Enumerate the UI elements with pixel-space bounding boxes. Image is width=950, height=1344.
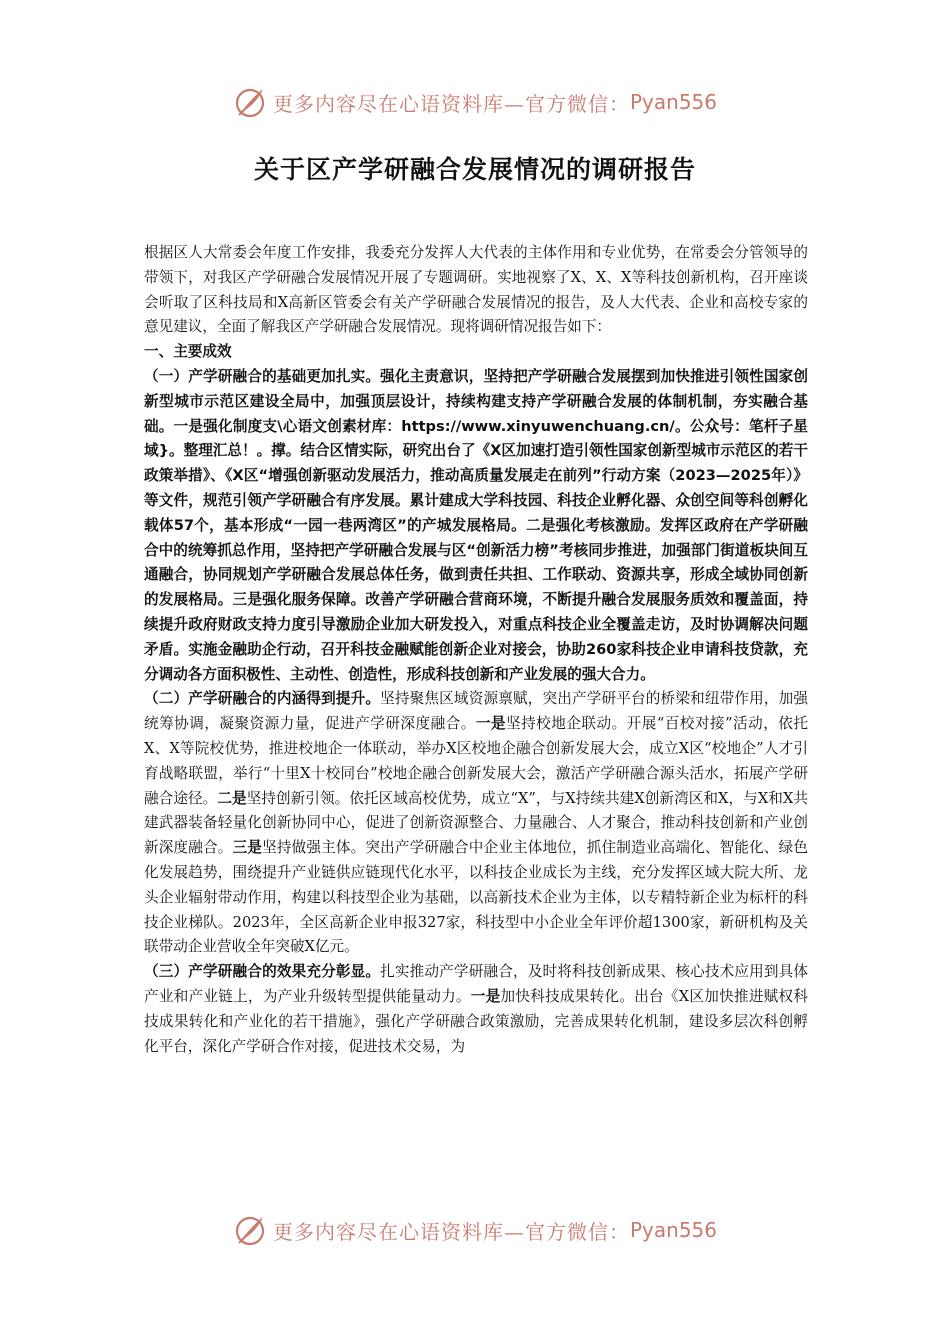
watermark-banner-top xyxy=(0,80,950,124)
document-body xyxy=(144,241,808,1059)
watermark-banner-bottom xyxy=(0,1208,950,1252)
intro-paragraph: 根据区人大常委会年度工作安排，我委充分发挥人大代表的主体作用和专业优势，在常委会分管领导的带领下，对我区产学研融合发展情况开展了专题调研。实地视察了X、X、X等科技创新机构，召开座谈会听取了区科技局和X高新区管委会有关产学研融合发展情况的报告，及人大代表、企业和高校专家的意见建议，全面了解我区产学研融合发展情况。现将调研情况报告如下： xyxy=(144,244,808,336)
paragraph-foundation: （一）产学研融合的基础更加扎实。强化主责意识，坚持把产学研融合发展摆到加快推进引领性国家创新型城市示范区建设全局中，加强顶层设计，持续构建支持产学研融合发展的体制机制，夯实融合基础。一是强化制度支\心语文创素材库：https://www.xinyuwenchuang.cn/。公众号：笔杆子星域}。整理汇总！。撑。结合区情实际，研究出台了《X区加速打造引领性国家创新型城市示范区的若干政策举措》、《X区“增强创新驱动发展活力，推动高质量发展走在前列”行动方案（2023—2025年）》等文件，规范引领产学研融合有序发展。累计建成大学科技园、科技企业孵化器、众创空间等科创孵化载体57个，基本形成“一园一巷两湾区”的产城发展格局。二是强化考核激励。发挥区政府在产学研融合中的统筹抓总作用，坚持把产学研融合发展与区“创新活力榜”考核同步推进，加强部门街道板块间互通融合，协同规划产学研融合发展总体任务，做到责任共担、工作联动、资源共享，形成全域协同创新的发展格局。三是强化服务保障。改善产学研融合营商环境，不断提升融合发展服务质效和覆盖面，持续提升政府财政支持力度引导激励企业加大研发投入，对重点科技企业全覆盖走访，及时协调解决问题矛盾。实施金融助企行动，召开科技金融赋能创新企业对接会，协助260家科技企业申请科技贷款，充分调动各方面积极性、主动性、创造性，形成科技创新和产业发展的强大合力。 xyxy=(144,367,808,683)
paragraph-connotation: （二）产学研融合的内涵得到提升。坚持聚焦区域资源禀赋，突出产学研平台的桥梁和纽带作用，加强统筹协调，凝聚资源力量，促进产学研深度融合。一是坚持校地企联动。开展“百校对接”活动，依托X、X等院校优势，推进校地企一体联动，举办X区校地企融合创新发展大会，成立X区“校地企”人才引育战略联盟，举行“十里X十校同台”校地企融合创新发展大会，激活产学研融合源头活水，拓展产学研融合途径。二是坚持创新引领。依托区域高校优势，成立“X”，与X持续共建X创新湾区和X，与X和X共建武器装备轻量化创新协同中心，促进了创新资源整合、力量融合、人才聚合，推动科技创新和产业创新深度融合。三是坚持做强主体。突出产学研融合中企业主体地位，抓住制造业高端化、智能化、绿色化发展趋势，围绕提升产业链供应链现代化水平，以科技企业成长为主线，充分发挥区域大院大所、龙头企业辐射带动作用，构建以科技型企业为基础，以高新技术企业为主体，以专精特新企业为标杆的科技企业梯队。2023年，全区高新企业申报327家，科技型中小企业全年评价超1300家，新研机构及关联带动企业营收全年突破X亿元。 xyxy=(144,690,808,956)
watermark-wechat-id: Pyan556 xyxy=(629,90,717,114)
section-heading-achievements: 一、主要成效 xyxy=(144,343,232,361)
document-title: 关于区产学研融合发展情况的调研报告 xyxy=(253,155,696,184)
watermark-text: 更多内容尽在心语资料库—官方微信： xyxy=(272,1219,630,1244)
paragraph-connotation-heading: （二）产学研融合的内涵得到提升。 xyxy=(144,690,381,708)
quill-circle-icon xyxy=(233,85,267,119)
paragraph-effect: （三）产学研融合的效果充分彰显。扎实推动产学研融合，及时将科技创新成果、核心技术应用到具体产业和产业链上，为产业升级转型提供能量动力。一是加快科技成果转化。出台《X区加快推进赋权科技成果转化和产业化的若干措施》，强化产学研融合政策激励，完善成果转化机制，建设多层次科创孵化平台，深化产学研合作对接，促进技术交易，为 xyxy=(144,963,808,1055)
watermark-text: 更多内容尽在心语资料库—官方微信： xyxy=(272,91,630,116)
quill-circle-icon xyxy=(233,1213,267,1247)
paragraph-effect-heading: （三）产学研融合的效果充分彰显。 xyxy=(144,963,381,981)
watermark-wechat-id: Pyan556 xyxy=(629,1218,717,1242)
